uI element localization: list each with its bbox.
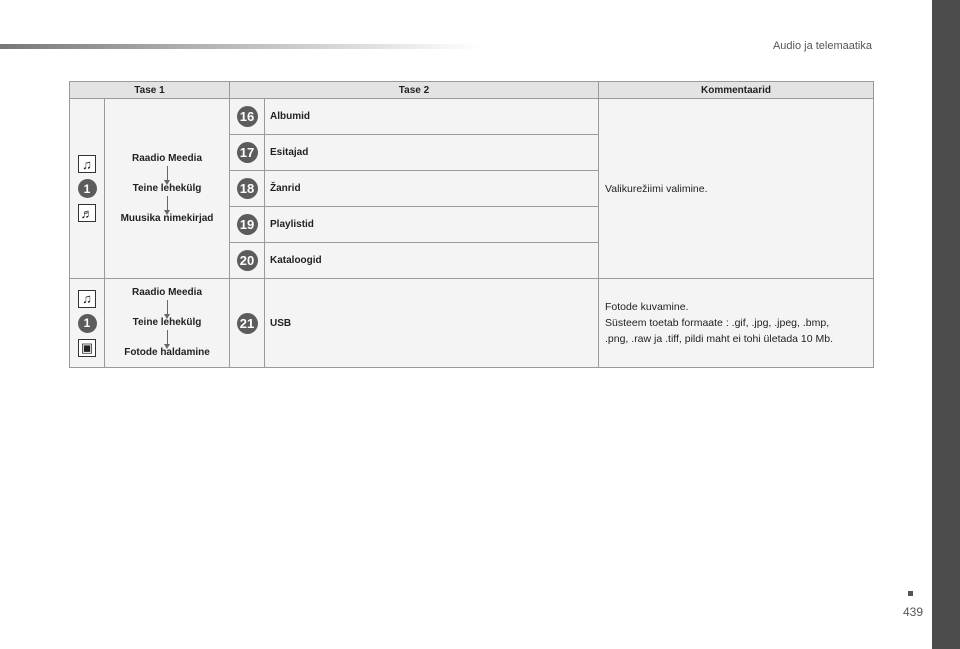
music-note-icon: ♫: [78, 155, 96, 173]
photo-icon: ▣: [78, 339, 96, 357]
number-badge: 21: [237, 313, 258, 334]
item-label: Playlistid: [265, 207, 599, 243]
page-number: 439: [903, 605, 924, 619]
arrow-down-icon: [167, 330, 168, 346]
item-number-cell: [230, 135, 265, 171]
right-sidebar-band: [932, 0, 960, 649]
nav-step-second-page: Teine lehekülg: [132, 317, 202, 328]
navigation-path-cell: [105, 99, 230, 279]
number-badge: 18: [237, 178, 258, 199]
item-number-cell: [230, 207, 265, 243]
item-number-cell: [230, 99, 265, 135]
item-label: Albumid: [265, 99, 599, 135]
header-level-2: Tase 2: [230, 82, 599, 99]
music-list-icon: ♬: [78, 204, 96, 222]
arrow-down-icon: [167, 300, 168, 316]
level-badge: 1: [78, 314, 97, 333]
comment-line: Fotode kuvamine.: [605, 301, 689, 313]
nav-step-second-page: Teine lehekülg: [132, 182, 202, 194]
number-badge: 16: [237, 106, 258, 127]
level-badge: 1: [78, 179, 97, 198]
header-level-1: Tase 1: [70, 82, 230, 99]
number-badge: 19: [237, 214, 258, 235]
table-header-row: [70, 82, 874, 99]
arrow-down-icon: [167, 166, 168, 182]
item-label: Žanrid: [265, 171, 599, 207]
comment-cell: [599, 279, 874, 368]
nav-step-radio-media: Raadio Meedia: [131, 152, 203, 164]
comment-line: .png, .raw ja .tiff, pildi maht ei tohi ületada 10 Mb.: [605, 333, 834, 345]
page-marker: [908, 591, 913, 596]
table-row: [70, 99, 874, 135]
item-number-cell: [230, 171, 265, 207]
nav-step-radio-media: Raadio Meedia: [131, 287, 203, 298]
navigation-path-cell: [105, 279, 230, 368]
item-label: Esitajad: [265, 135, 599, 171]
level-icons-cell: [70, 99, 105, 279]
item-label: Kataloogid: [265, 243, 599, 279]
nav-step-playlists: Muusika nimekirjad: [120, 212, 214, 224]
header-comments: Kommentaarid: [599, 82, 874, 99]
item-number-cell: [230, 243, 265, 279]
music-note-icon: ♫: [78, 290, 96, 308]
section-title: Audio ja telemaatika: [772, 40, 872, 52]
comment-line: Süsteem toetab formaate : .gif, .jpg, .jpeg, .bmp,: [605, 317, 830, 329]
arrow-down-icon: [167, 196, 168, 212]
number-badge: 20: [237, 250, 258, 271]
header-gradient-bar: [0, 44, 480, 49]
table-row: [70, 279, 874, 368]
level-icons-cell: [70, 279, 105, 368]
nav-step-photo-management: Fotode haldamine: [124, 347, 210, 358]
item-number-cell: [230, 279, 265, 368]
comment-cell: Valikurežiimi valimine.: [599, 99, 874, 279]
menu-table: [69, 81, 874, 368]
item-label: USB: [265, 279, 599, 368]
number-badge: 17: [237, 142, 258, 163]
